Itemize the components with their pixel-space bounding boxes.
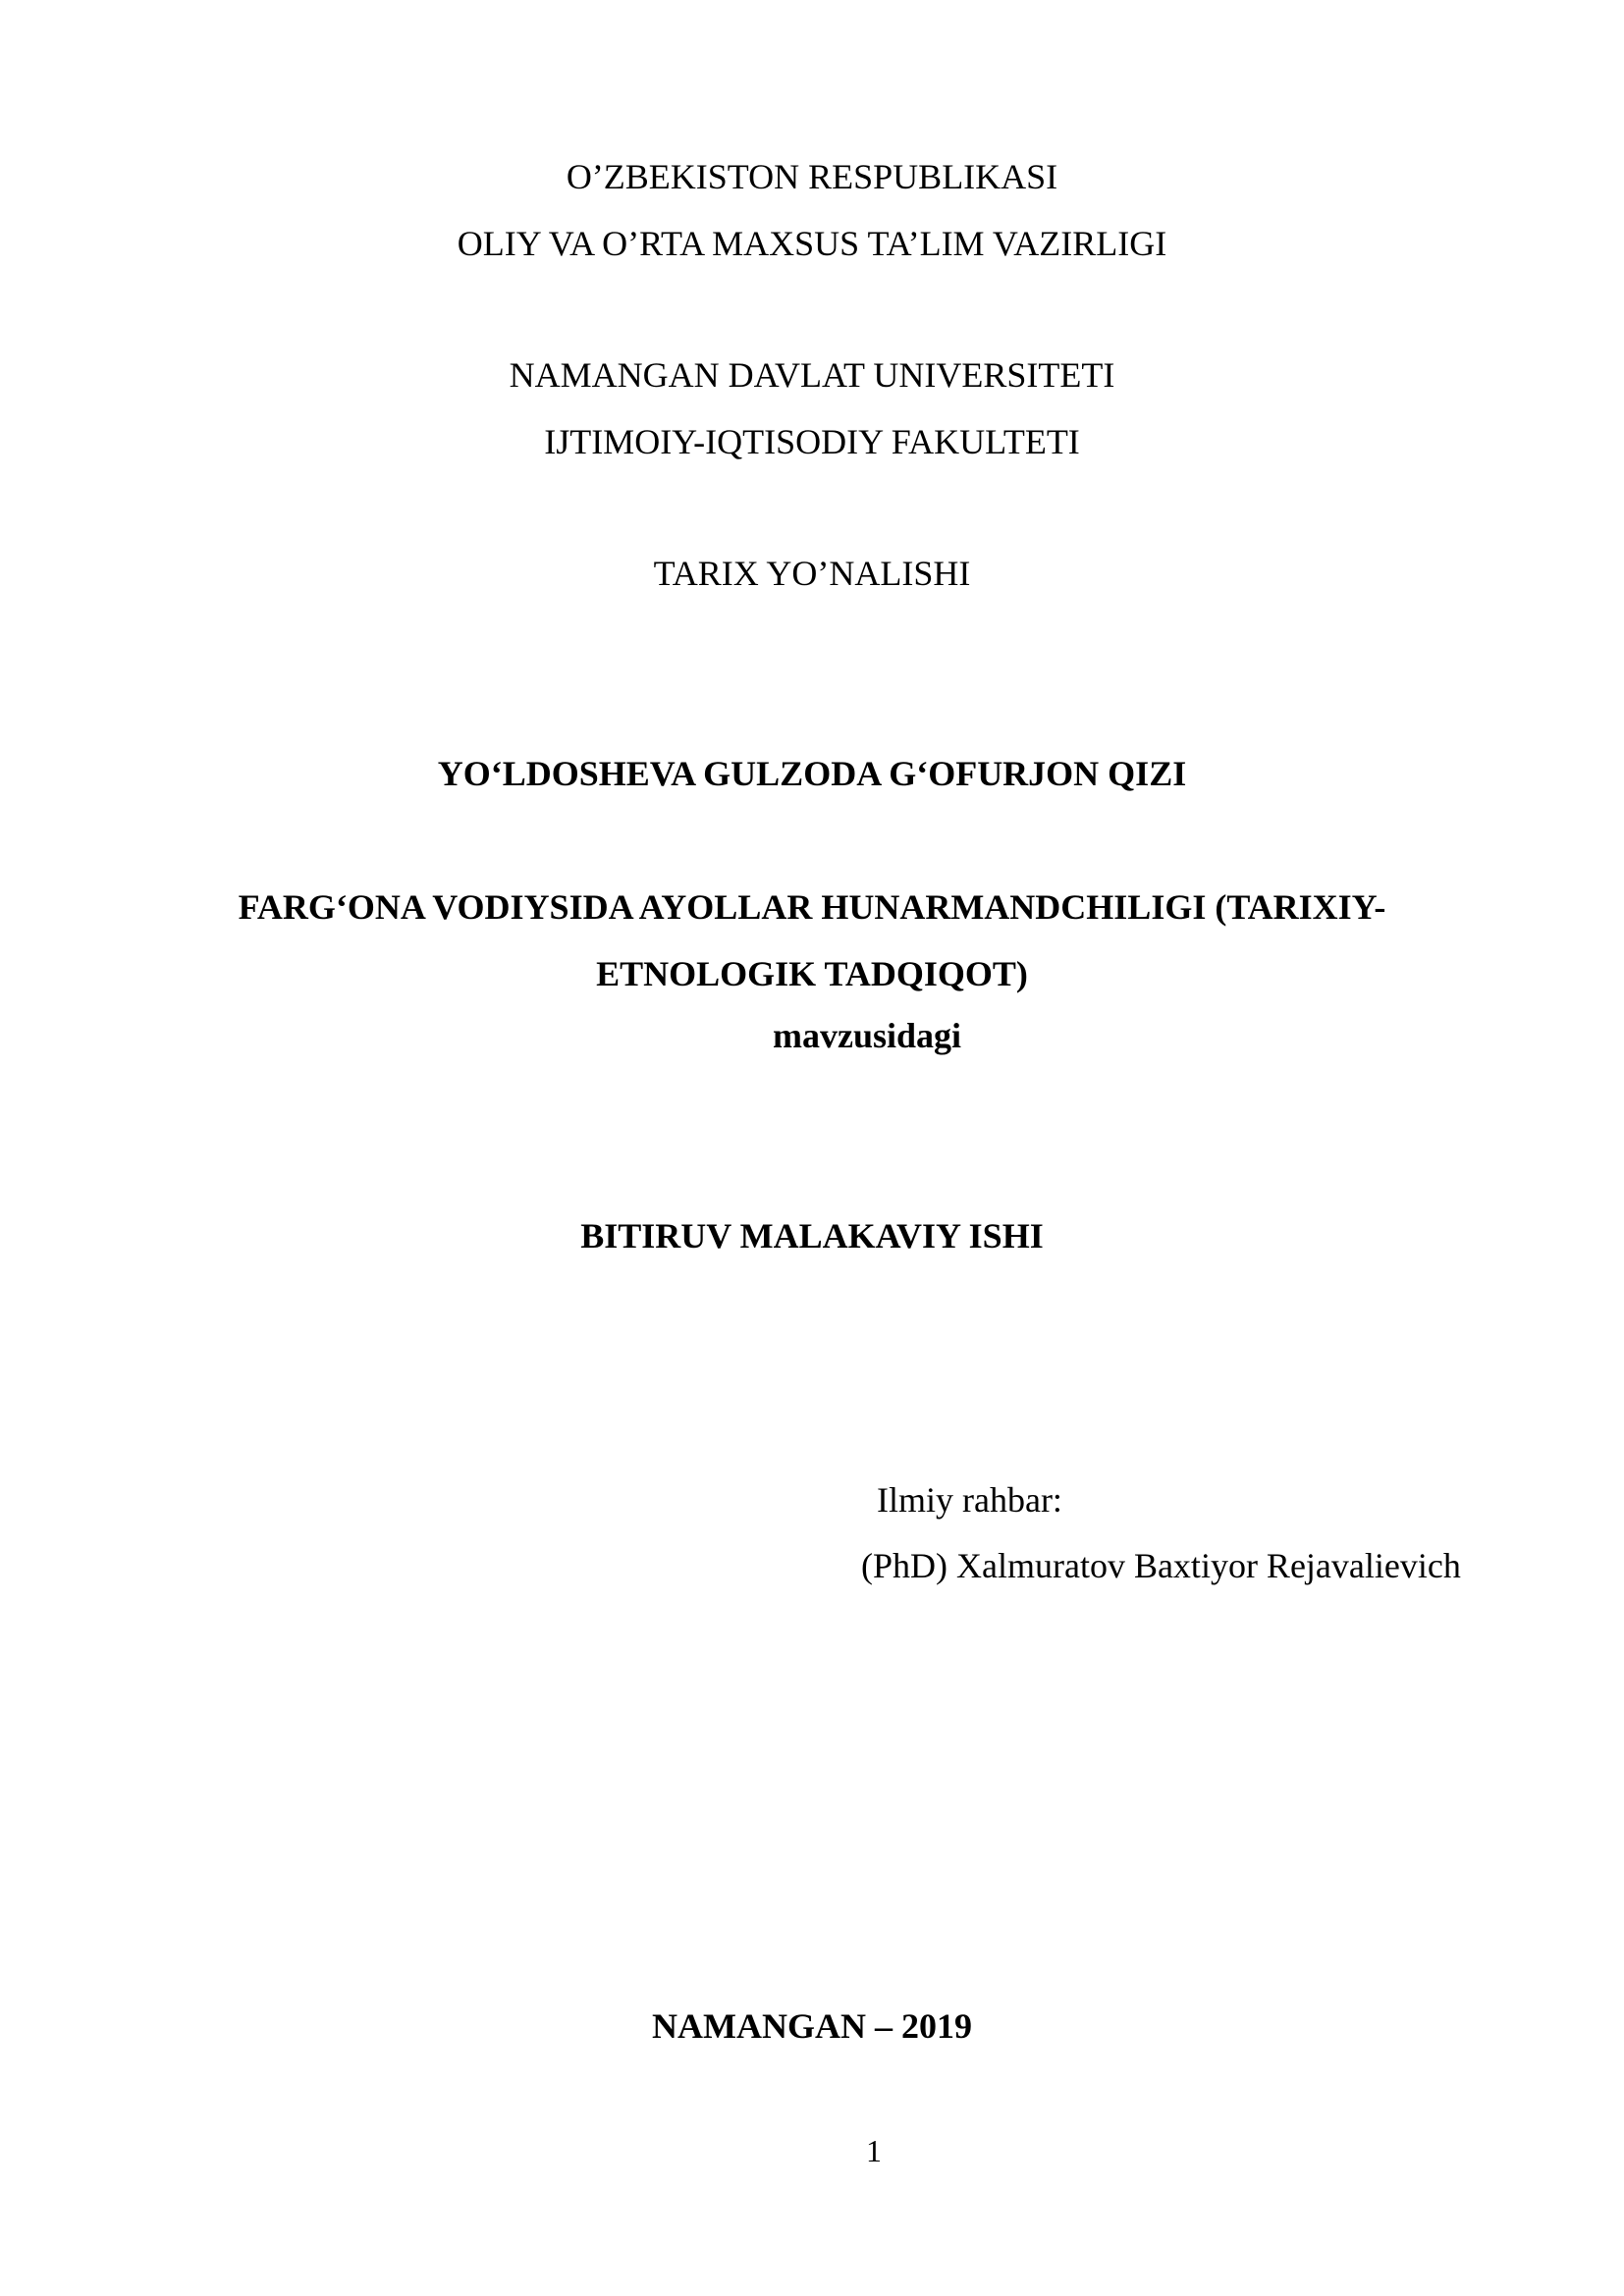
topic-suffix: mavzusidagi (773, 1016, 962, 1055)
topic-title-line-1: FARG‘ONA VODIYSIDA AYOLLAR HUNARMANDCHILIGI (TARIXIY- (238, 887, 1386, 927)
page-number: 1 (866, 2133, 882, 2168)
topic-title-line-2: ETNOLOGIK TADQIQOT) (596, 954, 1028, 993)
supervisor-name: (PhD) Xalmuratov Baxtiyor Rejavalievich (861, 1546, 1461, 1585)
faculty-heading: IJTIMOIY-IQTISODIY FAKULTETI (544, 422, 1080, 461)
author-name: YO‘LDOSHEVA GULZODA G‘OFURJON QIZI (437, 754, 1187, 793)
university-heading: NAMANGAN DAVLAT UNIVERSITETI (509, 355, 1115, 395)
ministry-heading: OLIY VA O’RTA MAXSUS TA’LIM VAZIRLIGI (457, 224, 1167, 263)
city-year: NAMANGAN – 2019 (652, 2006, 972, 2046)
work-type-heading: BITIRUV MALAKAVIY ISHI (580, 1216, 1044, 1255)
direction-heading: TARIX YO’NALISHI (653, 554, 971, 593)
supervisor-label: Ilmiy rahbar: (877, 1480, 1062, 1520)
country-heading: O’ZBEKISTON RESPUBLIKASI (566, 157, 1058, 196)
